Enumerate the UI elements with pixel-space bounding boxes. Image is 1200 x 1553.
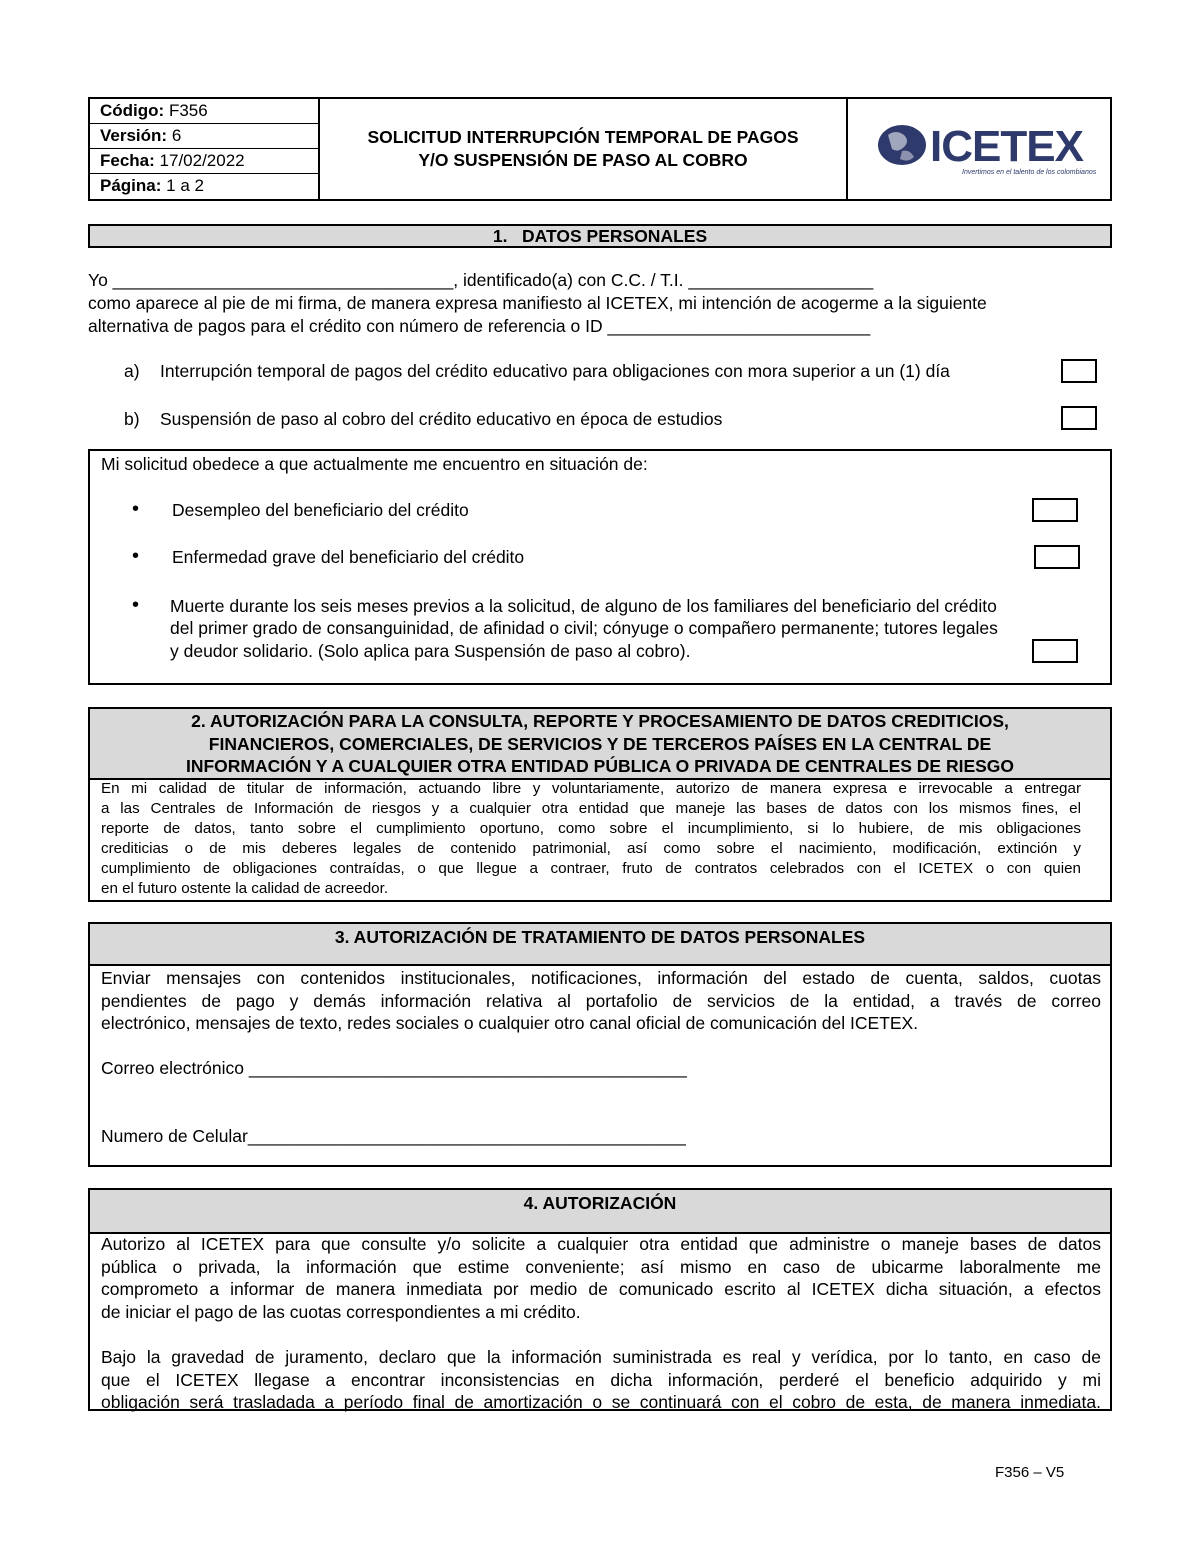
situation-unemployment: Desempleo del beneficiario del crédito — [172, 500, 469, 520]
option-a-label: Interrupción temporal de pagos del crédito educativo para obligaciones con mora superior a un (1) día — [160, 361, 950, 381]
section1-title: 1. DATOS PERSONALES — [492, 226, 708, 246]
section3-box — [88, 922, 1112, 1167]
section4-p2-line: que el ICETEX llegase a encontrar inconsistencias en dicha información, perderé el beneficio adquirido y mi — [101, 1369, 1101, 1390]
section4-p1-line: Autorizo al ICETEX para que consulte y/o solicite a cualquier otra entidad que administre o maneje bases de datos — [101, 1234, 1101, 1254]
section4-paragraph-1 — [101, 1233, 1101, 1323]
bullet-dot: • — [132, 594, 140, 616]
section2-box — [88, 707, 1112, 902]
unemployment-checkbox[interactable] — [1032, 498, 1078, 522]
bullet-dot: • — [132, 545, 140, 567]
section1-title-bar — [88, 224, 1112, 248]
code-value: F356 — [168, 101, 208, 120]
section4-box — [88, 1188, 1112, 1411]
document-header — [88, 97, 1112, 201]
situation-death-line-3: y deudor solidario. (Solo aplica para Suspensión de paso al cobro). — [170, 641, 691, 661]
section2-body-line: a las Centrales de Información de riesgos y a cualquier otra entidad que maneje las bases de datos con los mismos fines, el — [101, 800, 1081, 817]
version-row — [90, 124, 318, 149]
declaration-line-2: como aparece al pie de mi firma, de manera expresa manifiesto al ICETEX, mi intención de acogerme a la siguiente — [88, 293, 987, 313]
illness-checkbox[interactable] — [1034, 545, 1080, 569]
logo-tagline: Invertimos en el talento de los colombianos — [962, 169, 1097, 176]
title-line-1: SOLICITUD INTERRUPCIÓN TEMPORAL DE PAGOS — [367, 127, 799, 147]
declaration-line-3: alternativa de pagos para el crédito con número de referencia o ID ___________________________ — [88, 316, 871, 336]
section3-body-line: pendientes de pago y demás información relativa al portafolio de servicios de la entidad, a través de correo — [101, 990, 1101, 1011]
section3-title-bar — [90, 924, 1110, 966]
date-row — [90, 149, 318, 174]
section2-body-line: cumplimiento de obligaciones contraídas, o que llegue a contraer, fruto de contratos celebrados con el ICETEX o con quien — [101, 860, 1081, 877]
situation-death-line-1: Muerte durante los seis meses previos a la solicitud, de alguno de los familiares del beneficiario del crédito — [170, 596, 997, 616]
page-row — [90, 174, 318, 199]
document-title — [320, 99, 848, 199]
name-id-text: Yo ___________________________________, identificado(a) con C.C. / T.I. ___________________ — [88, 270, 874, 290]
phone-field[interactable]: Numero de Celular_____________________________________________ — [101, 1126, 686, 1146]
page-value: 1 a 2 — [166, 176, 204, 195]
situation-intro: Mi solicitud obedece a que actualmente me encuentro en situación de: — [101, 454, 648, 474]
section4-title-bar — [90, 1190, 1110, 1234]
section3-body — [101, 967, 1101, 1035]
section4-title: 4. AUTORIZACIÓN — [523, 1193, 677, 1213]
section4-p2-line: Bajo la gravedad de juramento, declaro que la información suministrada es real y verídica, por lo tanto, en caso de — [101, 1347, 1101, 1367]
code-label: Código: — [100, 101, 165, 120]
title-line-2: Y/O SUSPENSIÓN DE PASO AL COBRO — [418, 150, 748, 170]
section2-body-line: reporte de datos, tanto sobre el cumplimiento oportuno, como sobre el incumplimiento, si lo hubiere, de mis obligaciones — [101, 820, 1081, 837]
section2-body — [101, 779, 1081, 899]
option-a-checkbox[interactable] — [1061, 359, 1097, 383]
section3-body-line: Enviar mensajes con contenidos institucionales, notificaciones, información del estado de cuenta, saldos, cuotas — [101, 968, 1101, 988]
section4-paragraph-2 — [101, 1346, 1101, 1414]
section2-title-line-1: 2. AUTORIZACIÓN PARA LA CONSULTA, REPORTE Y PROCESAMIENTO DE DATOS CREDITICIOS, — [191, 711, 1009, 731]
version-label: Versión: — [100, 126, 168, 145]
section2-title-line-2: FINANCIEROS, COMERCIALES, DE SERVICIOS Y DE TERCEROS PAÍSES EN LA CENTRAL DE — [208, 733, 992, 754]
section2-body-line: crediticias o de mis deberes legales de contenido patrimonial, así como sobre el nacimiento, modificación, extinción y — [101, 840, 1081, 857]
death-checkbox[interactable] — [1032, 639, 1078, 663]
code-row — [90, 99, 318, 124]
name-id-line — [88, 270, 1082, 291]
svg-text:ICETEX: ICETEX — [930, 122, 1083, 171]
section4-p1-line: comprometo a informar de manera inmediata por medio de comunicado escrito al ICETEX dicha situación, a efectos — [101, 1279, 1101, 1299]
section4-p2-line: obligación será trasladada a período final de amortización o se continuará con el cobro de esta, de manera inmediata. — [101, 1392, 1101, 1412]
date-label: Fecha: — [100, 151, 155, 170]
section4-p1-line: de iniciar el pago de las cuotas correspondientes a mi crédito. — [101, 1301, 581, 1322]
section3-body-line: electrónico, mensajes de texto, redes sociales o cualquier otro canal oficial de comunicación del ICETEX. — [101, 1013, 919, 1033]
section2-title-bar — [90, 709, 1110, 780]
section2-body-line: En mi calidad de titular de información, actuando libre y voluntariamente, autorizo de manera expresa e irrevocable a entregar — [101, 780, 1081, 797]
option-a-letter: a) — [124, 361, 140, 381]
bullet-dot: • — [132, 498, 140, 520]
situation-illness: Enfermedad grave del beneficiario del crédito — [172, 547, 525, 567]
option-b-label: Suspensión de paso al cobro del crédito educativo en época de estudios — [160, 409, 723, 429]
section2-body-line: en el futuro ostente la calidad de acreedor. — [101, 880, 389, 897]
situation-death-line-2: del primer grado de consanguinidad, de afinidad o civil; cónyuge o compañero permanente; tutores legales — [170, 618, 998, 638]
option-b-letter: b) — [124, 409, 140, 429]
section2-title-line-3: INFORMACIÓN Y A CUALQUIER OTRA ENTIDAD PÚBLICA O PRIVADA DE CENTRALES DE RIESGO — [185, 756, 1015, 776]
icetex-logo — [848, 99, 1110, 199]
page-label: Página: — [100, 176, 162, 195]
section4-p1-line: pública o privada, la información que estime conveniente; así mismo en caso de ubicarme laboralmente me — [101, 1256, 1101, 1277]
header-metadata — [90, 99, 320, 199]
footer-form-code: F356 – V5 — [995, 1464, 1065, 1481]
option-b-checkbox[interactable] — [1061, 406, 1097, 430]
version-value: 6 — [171, 126, 182, 145]
section3-title: 3. AUTORIZACIÓN DE TRATAMIENTO DE DATOS PERSONALES — [334, 927, 866, 947]
situation-box — [88, 449, 1112, 685]
email-field[interactable]: Correo electrónico _____________________________________________ — [101, 1058, 687, 1078]
date-value: 17/02/2022 — [159, 151, 245, 170]
